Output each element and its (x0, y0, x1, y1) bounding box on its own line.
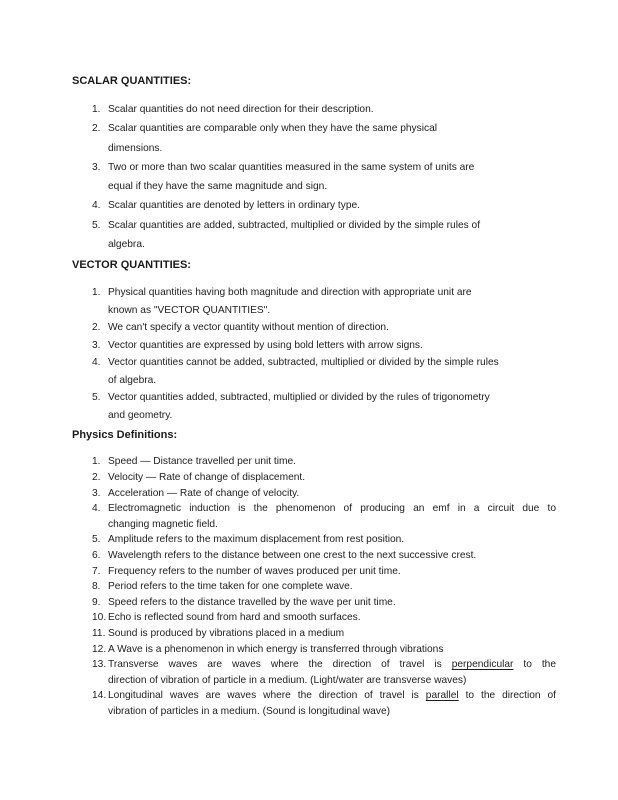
text-line (108, 688, 556, 704)
list-item (72, 548, 556, 564)
item-number: 3. (92, 339, 101, 351)
text-run: Speed refers to the distance travelled by the wave per unit time. (108, 596, 396, 608)
list-item (72, 688, 556, 719)
text-run: dimensions. (108, 142, 163, 154)
text-line (108, 177, 556, 196)
text-run: Wavelength refers to the distance between one crest to the next successive crest. (108, 549, 477, 561)
text-run: Sound is produced by vibrations placed in a medium (108, 627, 345, 639)
text-run: Speed — Distance travelled per unit time. (108, 456, 296, 468)
text-run: Scalar quantities do not need direction for their description. (108, 104, 374, 115)
list-item (72, 337, 556, 355)
underlined-text: parallel (425, 690, 459, 702)
item-text (108, 470, 556, 486)
list-item (72, 595, 556, 611)
text-run: to the direction of (458, 690, 556, 702)
text-line (108, 579, 556, 595)
text-run: vibration of particles in a medium. (Sound is longitudinal wave) (108, 705, 390, 717)
item-number: 5. (92, 534, 101, 546)
text-line (108, 564, 556, 580)
item-text (108, 216, 556, 255)
item-text (108, 486, 556, 502)
item-number: 7. (92, 565, 101, 577)
list-item (72, 564, 556, 580)
text-line (108, 119, 556, 138)
section-physics-definitions (72, 426, 556, 719)
section-vector-quantities (72, 256, 556, 424)
item-text (108, 284, 556, 319)
section-scalar-quantities (72, 72, 556, 254)
section-list (72, 454, 556, 719)
text-run: Transverse waves are waves where the direction of travel is (108, 659, 452, 671)
section-heading: VECTOR QUANTITIES: (72, 259, 191, 272)
text-run: Longitudinal waves are waves where the direction of travel is (108, 690, 426, 702)
text-run: A Wave is a phenomenon in which energy is transferred through vibrations (108, 643, 444, 655)
text-run: Frequency refers to the number of waves produced per unit time. (108, 565, 401, 577)
item-text (108, 337, 556, 355)
text-line (108, 626, 556, 642)
item-text (108, 158, 556, 197)
text-line (108, 354, 556, 372)
text-line (108, 319, 556, 337)
section-heading: Physics Definitions: (72, 429, 178, 442)
text-run: Period refers to the time taken for one complete wave. (108, 581, 353, 593)
text-line (108, 610, 556, 626)
text-run: Scalar quantities are added, subtracted, multiplied or divided by the simple rules of (108, 219, 481, 231)
text-line (108, 517, 556, 533)
item-text (108, 354, 556, 389)
item-number: 10. (92, 612, 107, 624)
item-text (108, 389, 556, 424)
text-line (108, 216, 556, 235)
item-text (108, 579, 556, 595)
list-item (72, 626, 556, 642)
text-run: Scalar quantities are comparable only when they have the same physical (108, 123, 438, 135)
item-number: 8. (92, 581, 101, 593)
underlined-text: perpendicular (451, 659, 514, 671)
text-line (108, 548, 556, 564)
item-text (108, 564, 556, 580)
text-run: Echo is reflected sound from hard and smooth surfaces. (108, 612, 361, 624)
item-text (108, 119, 556, 158)
list-item (72, 284, 556, 319)
text-line (108, 139, 556, 158)
text-line (108, 158, 556, 177)
list-item (72, 454, 556, 470)
text-line (108, 454, 556, 470)
item-text (108, 196, 556, 215)
item-number: 2. (92, 471, 101, 483)
list-item (72, 610, 556, 626)
text-run: Physical quantities having both magnitude and direction with appropriate unit are (108, 287, 472, 299)
text-line (108, 657, 556, 673)
text-run: Amplitude refers to the maximum displacement from rest position. (108, 534, 405, 546)
list-item (72, 158, 556, 197)
text-line (108, 501, 556, 517)
section-list (72, 284, 556, 424)
item-number: 3. (92, 487, 101, 499)
text-run: of algebra. (108, 374, 157, 386)
list-item (72, 389, 556, 424)
text-line (108, 470, 556, 486)
text-run: Vector quantities cannot be added, subtracted, multiplied or divided by the simple rules (108, 357, 499, 369)
item-text (108, 100, 556, 119)
text-line (108, 595, 556, 611)
text-run: Velocity — Rate of change of displacement. (108, 471, 306, 483)
item-text (108, 626, 556, 642)
item-number: 4. (92, 200, 101, 212)
item-text (108, 595, 556, 611)
item-number: 6. (92, 549, 101, 561)
text-run: Vector quantities added, subtracted, multiplied or divided by the rules of trigonometry (108, 392, 490, 404)
list-item (72, 470, 556, 486)
item-number: 4. (92, 357, 101, 369)
text-run: changing magnetic field. (108, 518, 218, 530)
item-text (108, 688, 556, 719)
text-line (108, 486, 556, 502)
list-item (72, 579, 556, 595)
text-line (108, 372, 556, 390)
item-text (108, 501, 556, 532)
page-content (72, 72, 556, 721)
item-number: 11. (92, 627, 106, 639)
text-run: and geometry. (108, 409, 173, 421)
text-line (108, 532, 556, 548)
item-number: 1. (92, 104, 101, 115)
item-number: 13. (92, 659, 107, 671)
item-number: 5. (92, 392, 101, 404)
item-number: 1. (92, 287, 101, 299)
text-run: Acceleration — Rate of change of velocity. (108, 487, 300, 499)
text-line (108, 337, 556, 355)
list-item (72, 642, 556, 658)
list-item (72, 657, 556, 688)
item-text (108, 454, 556, 470)
list-item (72, 319, 556, 337)
text-run: known as "VECTOR QUANTITIES". (108, 304, 271, 316)
item-number: 2. (92, 123, 101, 135)
item-number: 4. (92, 503, 101, 515)
section-heading: SCALAR QUANTITIES: (72, 75, 192, 87)
text-line (108, 673, 556, 689)
list-item (72, 486, 556, 502)
item-number: 12. (92, 643, 107, 655)
text-line (108, 642, 556, 658)
text-line (108, 235, 556, 254)
text-line (108, 100, 556, 119)
item-number: 14. (92, 690, 107, 702)
text-run: equal if they have the same magnitude and sign. (108, 181, 328, 193)
list-item (72, 119, 556, 158)
text-line (108, 407, 556, 425)
item-number: 2. (92, 322, 101, 334)
section-list (72, 100, 556, 254)
text-run: We can't specify a vector quantity without mention of direction. (108, 322, 389, 334)
text-run: Two or more than two scalar quantities measured in the same system of units are (108, 161, 475, 173)
item-number: 1. (92, 456, 101, 468)
text-line (108, 196, 556, 215)
list-item (72, 196, 556, 215)
item-text (108, 532, 556, 548)
list-item (72, 532, 556, 548)
item-text (108, 319, 556, 337)
text-run: Scalar quantities are denoted by letters in ordinary type. (108, 200, 361, 212)
item-text (108, 548, 556, 564)
text-line (108, 704, 556, 720)
text-line (108, 389, 556, 407)
text-run: direction of vibration of particle in a medium. (Light/water are transverse waves) (108, 674, 467, 686)
item-text (108, 610, 556, 626)
item-number: 5. (92, 219, 101, 231)
list-item (72, 354, 556, 389)
text-run: Vector quantities are expressed by using bold letters with arrow signs. (108, 339, 423, 351)
item-number: 3. (92, 161, 101, 173)
list-item (72, 501, 556, 532)
text-run: to the (513, 659, 556, 671)
item-number: 9. (92, 596, 101, 608)
text-line (108, 302, 556, 320)
text-run: algebra. (108, 239, 145, 251)
text-run: Electromagnetic induction is the phenomenon of producing an emf in a circuit due to (108, 503, 556, 515)
list-item (72, 216, 556, 255)
list-item (72, 100, 556, 119)
item-text (108, 642, 556, 658)
item-text (108, 657, 556, 688)
text-line (108, 284, 556, 302)
